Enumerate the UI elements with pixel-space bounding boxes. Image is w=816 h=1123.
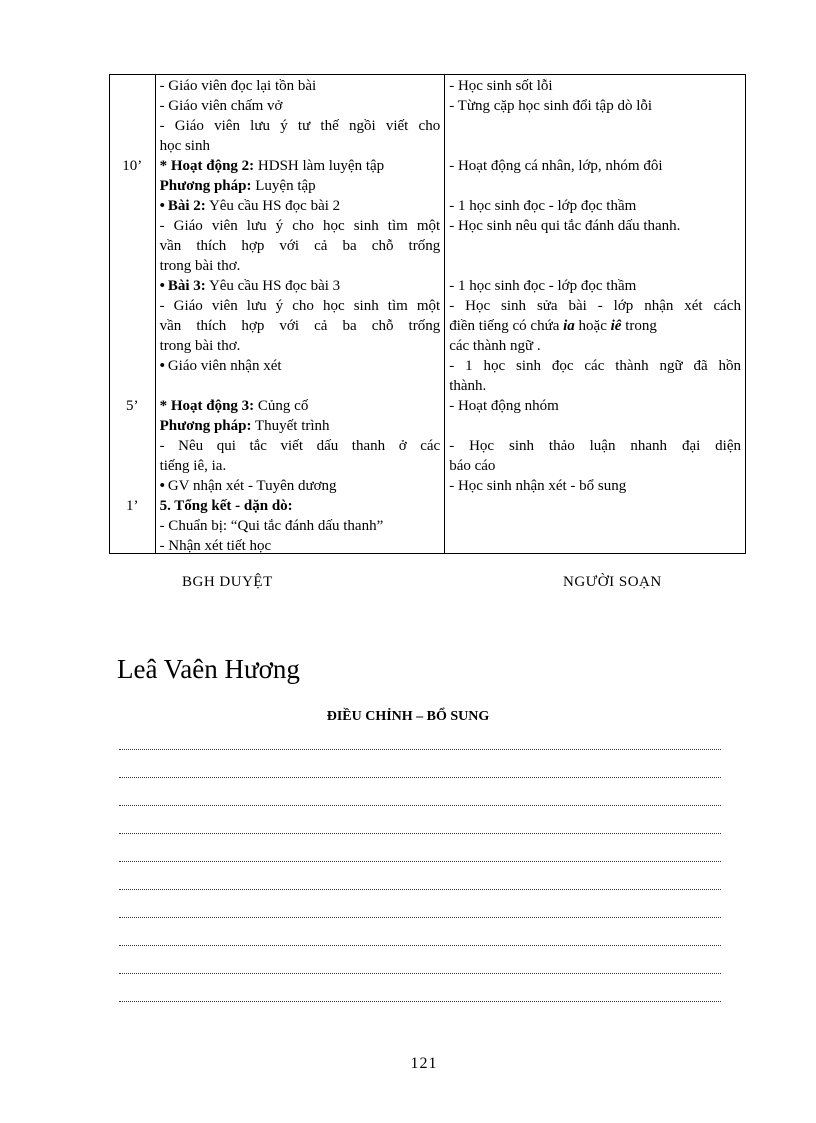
teacher-praise-line: • GV nhận xét - Tuyên dương: [159, 478, 337, 494]
student-line: - Học sinh nêu qui tắc đánh dấu thanh.: [449, 218, 681, 234]
dotted-writing-line: [119, 889, 721, 890]
student-line: các thành ngữ .: [449, 338, 541, 354]
student-line: - Học sinh sửa bài - lớp nhận xét cách: [449, 298, 741, 314]
teacher-line: tiếng iê, ia.: [159, 458, 227, 474]
teacher-comment-line: • Giáo viên nhận xét: [159, 358, 282, 374]
author-signature-label: NGƯỜI SOẠN: [563, 574, 662, 590]
teacher-line: trong bài thơ.: [159, 258, 241, 274]
approval-signature-label: BGH DUYỆT: [182, 574, 273, 590]
exercise-3-line: • Bài 3: Yêu cầu HS đọc bài 3: [159, 278, 341, 294]
student-line: báo cáo: [449, 458, 496, 474]
student-line: - 1 học sinh đọc - lớp đọc thầm: [449, 198, 637, 214]
exercise-2-line: • Bài 2: Yêu cầu HS đọc bài 2: [159, 198, 341, 214]
lesson-plan-table: [109, 74, 746, 554]
dotted-writing-line: [119, 777, 721, 778]
teacher-line: - Giáo viên đọc lại tồn bài: [159, 78, 317, 94]
activity-3-heading: * Hoạt động 3: Củng cố: [159, 398, 309, 414]
teacher-line: - Giáo viên lưu ý tư thế ngồi viết cho: [159, 118, 441, 134]
time-hoat-dong-2: 10’: [122, 158, 143, 174]
student-line: - Hoạt động nhóm: [449, 398, 559, 414]
adjustment-title: ĐIỀU CHỈNH – BỔ SUNG: [326, 709, 490, 724]
method-line: Phương pháp: Thuyết trình: [159, 418, 330, 434]
student-line: - Từng cặp học sinh đổi tập dò lỗi: [449, 98, 653, 114]
teacher-line: - Giáo viên lưu ý cho học sinh tìm một: [159, 298, 441, 314]
time-tong-ket: 1’: [126, 498, 139, 514]
teacher-line: vần thích hợp với cả ba chỗ trống: [159, 318, 441, 334]
teacher-line: - Chuẩn bị: “Qui tắc đánh dấu thanh”: [159, 518, 384, 534]
student-line: - Học sinh thảo luận nhanh đại diện: [449, 438, 741, 454]
time-column: [110, 75, 156, 554]
student-line: thành.: [449, 378, 487, 394]
page-number: 121: [410, 1055, 438, 1072]
student-line: - Học sinh nhận xét - bổ sung: [449, 478, 627, 494]
teacher-line: - Giáo viên chấm vở: [159, 98, 283, 114]
method-line: Phương pháp: Luyện tập: [159, 178, 316, 194]
dotted-writing-line: [119, 861, 721, 862]
bullet-icon: •: [159, 358, 165, 374]
author-name: Leâ Vaên Hương: [117, 654, 300, 684]
teacher-line: - Giáo viên lưu ý cho học sinh tìm một: [159, 218, 441, 234]
dotted-writing-line: [119, 917, 721, 918]
bullet-icon: •: [159, 198, 165, 214]
teacher-line: trong bài thơ.: [159, 338, 241, 354]
dotted-writing-line: [119, 749, 721, 750]
dotted-writing-line: [119, 833, 721, 834]
dotted-writing-line: [119, 805, 721, 806]
dotted-writing-line: [119, 945, 721, 946]
teacher-line: vần thích hợp với cả ba chỗ trống: [159, 238, 441, 254]
student-line-ia-ie: điền tiếng có chứa ia hoặc iê trong: [449, 318, 657, 334]
teacher-line: - Nhận xét tiết học: [159, 538, 272, 554]
student-line: - Học sinh sốt lỗi: [449, 78, 553, 94]
student-line: - 1 học sinh đọc - lớp đọc thầm: [449, 278, 637, 294]
summary-heading: 5. Tổng kết - dặn dò:: [159, 498, 293, 514]
student-activities-column: [445, 75, 746, 554]
dotted-writing-line: [119, 973, 721, 974]
time-hoat-dong-3: 5’: [126, 398, 139, 414]
teacher-line: học sinh: [159, 138, 210, 154]
student-line: - Hoạt động cá nhân, lớp, nhóm đôi: [449, 158, 663, 174]
activity-2-heading: * Hoạt động 2: HDSH làm luyện tập: [159, 158, 385, 174]
bullet-icon: •: [159, 278, 165, 294]
dotted-writing-line: [119, 1001, 721, 1002]
bullet-icon: •: [159, 478, 165, 494]
teacher-activities-column: [155, 75, 445, 554]
teacher-line: - Nêu qui tắc viết dấu thanh ở các: [159, 438, 441, 454]
student-line: - 1 học sinh đọc các thành ngữ đã hồn: [449, 358, 741, 374]
